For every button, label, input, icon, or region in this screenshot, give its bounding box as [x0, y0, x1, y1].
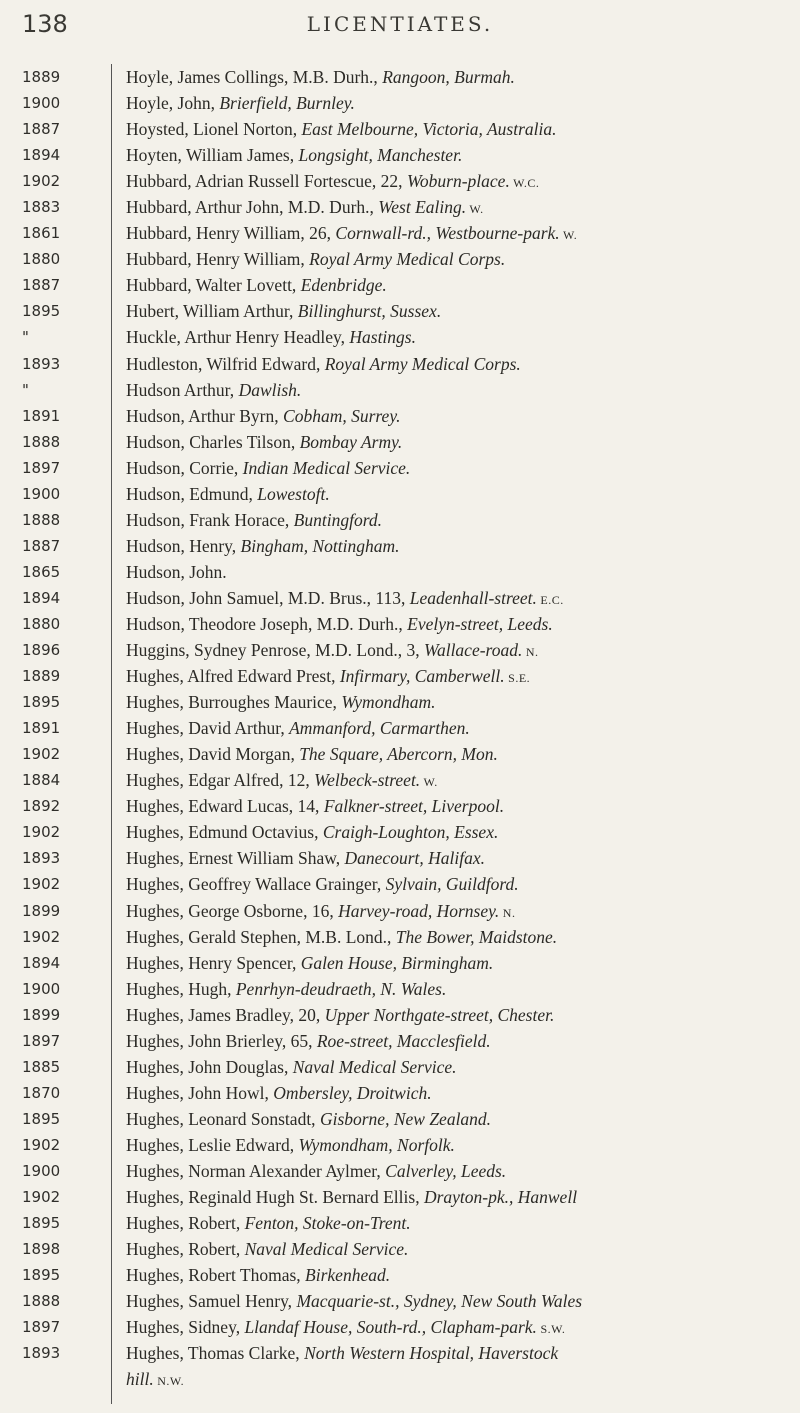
entry-postal-district: W. — [559, 228, 578, 243]
entry-address: Infirmary, Camberwell. — [339, 666, 505, 687]
entry-year: 1893 — [22, 1344, 61, 1363]
entry-year: 1894 — [22, 588, 61, 607]
entry-name: Hughes, John Howl, — [126, 1082, 274, 1103]
entry-address: Macquarie-st., Sydney, New South Wales — [296, 1291, 583, 1312]
entry-name: Hughes, Robert, — [126, 1239, 245, 1260]
entry-address: Evelyn-street, Leeds. — [407, 613, 553, 634]
list-item — [0, 351, 800, 377]
list-item — [0, 220, 800, 246]
entry-text — [126, 507, 382, 535]
entry-address: Naval Medical Service. — [292, 1056, 457, 1077]
entry-address: Indian Medical Service. — [242, 457, 411, 478]
list-item — [0, 793, 800, 819]
entry-text — [126, 924, 557, 952]
entry-text — [126, 611, 553, 639]
entry-address: Danecourt, Halifax. — [344, 848, 485, 869]
entry-name: Hughes, Samuel Henry, — [126, 1291, 297, 1312]
entry-address: Cornwall-rd., Westbourne-park. — [335, 223, 560, 244]
entry-name: Hudson, John. — [126, 561, 227, 582]
entry-name: Hughes, Norman Alexander Aylmer, — [126, 1160, 386, 1181]
entry-year: 1887 — [22, 120, 61, 139]
entry-name: Hughes, Hugh, — [126, 978, 236, 999]
entry-text — [126, 1158, 506, 1186]
entry-name: Hubbard, Henry William, — [126, 249, 310, 270]
entry-text — [126, 1314, 565, 1342]
entry-text — [126, 194, 484, 222]
list-item — [0, 168, 800, 194]
entry-name: Hudson, Corrie, — [126, 457, 243, 478]
entry-address: Galen House, Birmingham. — [300, 952, 494, 973]
entry-year: 1898 — [22, 1240, 61, 1259]
entry-text — [126, 64, 515, 92]
entry-address: Birkenhead. — [305, 1265, 391, 1286]
entry-name: Hudson, Edmund, — [126, 483, 258, 504]
entry-year: 1900 — [22, 484, 61, 503]
entry-name: Hoyten, William James, — [126, 145, 299, 166]
entry-text — [126, 1262, 390, 1290]
entry-address: Penrhyn-deudraeth, N. Wales. — [235, 978, 447, 999]
list-item — [0, 377, 800, 403]
entry-text — [126, 324, 416, 352]
entry-name: Hubert, William Arthur, — [126, 301, 298, 322]
list-item — [0, 64, 800, 90]
entry-address: Brierfield, Burnley. — [219, 93, 355, 114]
entry-text — [126, 298, 441, 326]
entry-text — [126, 1184, 577, 1212]
list-item — [0, 924, 800, 950]
entry-year: 1894 — [22, 953, 61, 972]
entry-year: 1888 — [22, 1292, 61, 1311]
entry-address: East Melbourne, Victoria, Australia. — [301, 119, 557, 140]
entry-text — [126, 1028, 491, 1056]
entry-name: Hughes, Robert, — [126, 1213, 245, 1234]
entry-text — [126, 220, 577, 248]
entry-text — [126, 116, 557, 144]
list-item — [0, 871, 800, 897]
entry-postal-district: S.W. — [536, 1322, 566, 1337]
list-item — [0, 481, 800, 507]
entry-text — [126, 533, 400, 561]
entry-year: 1889 — [22, 68, 61, 86]
list-item — [0, 845, 800, 871]
entry-text — [126, 559, 227, 587]
list-item — [0, 819, 800, 845]
entry-year: 1895 — [22, 1214, 61, 1233]
entry-year: 1884 — [22, 771, 61, 790]
entry-text — [126, 142, 462, 170]
entry-text — [126, 767, 438, 795]
entry-name: Hughes, Burroughes Maurice, — [126, 692, 342, 713]
entry-year: 1902 — [22, 1135, 61, 1154]
list-item — [0, 611, 800, 637]
entry-name: Hoyle, John, — [126, 93, 220, 114]
entry-year: 1888 — [22, 432, 61, 451]
entry-address: Naval Medical Service. — [244, 1239, 409, 1260]
entry-year: 1891 — [22, 719, 61, 738]
entry-year: 1865 — [22, 562, 61, 581]
list-item — [0, 1106, 800, 1132]
entry-name: Hughes, Alfred Edward Prest, — [126, 666, 340, 687]
entry-name: Hughes, David Arthur, — [126, 718, 290, 739]
entry-year: 1880 — [22, 614, 61, 633]
entry-address: hill. — [126, 1369, 154, 1390]
entry-text — [126, 429, 402, 457]
entry-text — [126, 1132, 455, 1160]
entry-year: 1892 — [22, 797, 61, 816]
entry-year: 1895 — [22, 1266, 61, 1285]
list-item — [0, 90, 800, 116]
entry-year: 1902 — [22, 745, 61, 764]
entry-year: 1896 — [22, 641, 61, 660]
entry-year: 1900 — [22, 979, 61, 998]
entry-text — [126, 351, 521, 379]
entry-address: Llandaf House, South-rd., Clapham-park. — [244, 1317, 537, 1338]
list-item — [0, 1184, 800, 1210]
entry-year: 1870 — [22, 1083, 61, 1102]
entry-address: Buntingford. — [293, 509, 382, 530]
entry-year: 1899 — [22, 1005, 61, 1024]
list-item — [0, 246, 800, 272]
entry-year: 1895 — [22, 693, 61, 712]
entry-text — [126, 793, 504, 821]
entry-year: 1880 — [22, 250, 61, 269]
list-item — [0, 898, 800, 924]
list-item — [0, 298, 800, 324]
list-item — [0, 689, 800, 715]
entry-address: Calverley, Leeds. — [385, 1160, 507, 1181]
entry-address: Bombay Army. — [299, 431, 403, 452]
entry-name: Hudson, Arthur Byrn, — [126, 405, 284, 426]
entry-text — [126, 819, 498, 847]
entry-name: Hughes, Ernest William Shaw, — [126, 848, 345, 869]
entry-text — [126, 741, 498, 769]
entry-year: 1893 — [22, 354, 61, 373]
entry-text — [126, 90, 355, 118]
entry-year: 1902 — [22, 172, 61, 191]
entry-text — [126, 1106, 491, 1134]
entry-text — [126, 272, 387, 300]
entry-address: Drayton-pk., Hanwell — [423, 1187, 578, 1208]
list-item — [0, 663, 800, 689]
entry-text — [126, 403, 401, 431]
entry-address: Edenbridge. — [300, 275, 387, 296]
entry-name: Hughes, John Brierley, 65, — [126, 1030, 317, 1051]
list-item — [0, 637, 800, 663]
list-item — [0, 1288, 800, 1314]
entry-address: Fenton, Stoke-on-Trent. — [244, 1213, 411, 1234]
entry-year: 1885 — [22, 1057, 61, 1076]
entry-address: Billinghurst, Sussex. — [297, 301, 442, 322]
entry-address: Craigh-Loughton, Essex. — [322, 822, 499, 843]
list-item — [0, 429, 800, 455]
entry-postal-district: W.C. — [509, 176, 540, 191]
entry-year: 1900 — [22, 1161, 61, 1180]
entry-address: The Bower, Maidstone. — [395, 926, 558, 947]
list-item — [0, 533, 800, 559]
entry-year: 1899 — [22, 901, 61, 920]
list-item — [0, 1314, 800, 1340]
entry-name: Hughes, David Morgan, — [126, 744, 300, 765]
entry-address: Dawlish. — [238, 379, 302, 400]
entry-text — [126, 1366, 184, 1394]
entry-year: 1900 — [22, 94, 61, 113]
entry-name: Hubbard, Henry William, 26, — [126, 223, 336, 244]
entry-year: 1888 — [22, 510, 61, 529]
entry-name: Hughes, Edgar Alfred, 12, — [126, 770, 315, 791]
entry-address: North Western Hospital, Haverstock — [304, 1343, 559, 1364]
entry-address: Wymondham, Norfolk. — [298, 1134, 455, 1155]
list-item — [0, 1158, 800, 1184]
entry-address: The Square, Abercorn, Mon. — [299, 744, 498, 765]
entry-text — [126, 585, 564, 613]
entry-name: Hudson, Charles Tilson, — [126, 431, 300, 452]
list-item — [0, 324, 800, 350]
list-item — [0, 1340, 800, 1366]
list-item — [0, 1132, 800, 1158]
entry-name: Hoysted, Lionel Norton, — [126, 119, 302, 140]
entry-name: Hudleston, Wilfrid Edward, — [126, 353, 325, 374]
entry-address: Rangoon, Burmah. — [382, 67, 515, 87]
entry-address: Royal Army Medical Corps. — [324, 353, 521, 374]
entry-text — [126, 1236, 408, 1264]
entry-name: Hughes, Sidney, — [126, 1317, 245, 1338]
entry-name: Hughes, George Osborne, 16, — [126, 900, 339, 921]
entry-year: 1902 — [22, 875, 61, 894]
entry-text — [126, 715, 470, 743]
list-item — [0, 1028, 800, 1054]
entry-year: 1897 — [22, 1031, 61, 1050]
entry-address: Gisborne, New Zealand. — [319, 1108, 492, 1129]
entry-postal-district: W. — [466, 202, 484, 217]
list-item — [0, 142, 800, 168]
list-item — [0, 194, 800, 220]
entry-name: Hudson Arthur, — [126, 379, 239, 400]
list-item — [0, 976, 800, 1002]
entry-year: 1893 — [22, 849, 61, 868]
entry-name: Hoyle, James Collings, M.B. Durh., — [126, 67, 383, 87]
entry-address: Welbeck-street. — [314, 770, 421, 791]
entry-text — [126, 871, 519, 899]
entry-name: Hughes, Robert Thomas, — [126, 1265, 306, 1286]
list-item — [0, 741, 800, 767]
entry-year: 1889 — [22, 667, 61, 686]
entry-year: 1887 — [22, 536, 61, 555]
entry-postal-district: S.E. — [504, 671, 531, 686]
list-item — [0, 585, 800, 611]
entry-address: Roe-street, Macclesfield. — [316, 1030, 491, 1051]
entry-name: Hughes, Leslie Edward, — [126, 1134, 299, 1155]
entry-postal-district: N. — [499, 905, 516, 920]
entry-text — [126, 455, 410, 483]
entry-text — [126, 1288, 582, 1316]
entry-text — [126, 481, 330, 509]
entry-address: Hastings. — [349, 327, 416, 348]
entry-year: 1897 — [22, 458, 61, 477]
entry-name: Hughes, Gerald Stephen, M.B. Lond., — [126, 926, 396, 947]
list-item — [0, 1236, 800, 1262]
running-title: LICENTIATES. — [306, 12, 494, 36]
entry-name: Hubbard, Adrian Russell Fortescue, 22, — [126, 171, 407, 192]
entry-text — [126, 1054, 457, 1082]
entry-address: Harvey-road, Hornsey. — [338, 900, 500, 921]
entry-name: Hughes, Henry Spencer, — [126, 952, 301, 973]
entry-text — [126, 1002, 554, 1030]
entry-name: Hudson, Theodore Joseph, M.D. Durh., — [126, 613, 408, 634]
entry-year: 1897 — [22, 1318, 61, 1337]
entry-list — [0, 64, 800, 1392]
page-header — [0, 0, 800, 70]
entry-name: Hughes, Thomas Clarke, — [126, 1343, 305, 1364]
entry-year: 1883 — [22, 198, 61, 217]
list-item — [0, 1002, 800, 1028]
entry-name: Hudson, John Samuel, M.D. Brus., 113, — [126, 587, 410, 608]
entry-address: Ombersley, Droitwich. — [273, 1082, 432, 1103]
entry-text — [126, 1080, 432, 1108]
entry-year: 1894 — [22, 146, 61, 165]
entry-year: 1895 — [22, 1109, 61, 1128]
page-number: 138 — [22, 10, 68, 38]
entry-address: Wymondham. — [341, 692, 436, 713]
entry-year: 1902 — [22, 823, 61, 842]
entry-text — [126, 845, 485, 873]
entry-address: West Ealing. — [378, 197, 467, 218]
entry-name: Hughes, Edward Lucas, 14, — [126, 796, 324, 817]
entry-name: Hughes, Leonard Sonstadt, — [126, 1108, 320, 1129]
list-item — [0, 507, 800, 533]
list-item — [0, 1262, 800, 1288]
entry-text — [126, 950, 493, 978]
entry-text — [126, 689, 435, 717]
entry-year: 1902 — [22, 1188, 61, 1207]
entry-year: 1902 — [22, 927, 61, 946]
list-item — [0, 715, 800, 741]
entry-postal-district: N.W. — [153, 1374, 185, 1389]
entry-text — [126, 1210, 411, 1238]
entry-name: Hubbard, Arthur John, M.D. Durh., — [126, 197, 379, 218]
entry-address: Longsight, Manchester. — [298, 145, 463, 166]
entry-postal-district: E.C. — [536, 592, 564, 607]
list-item — [0, 950, 800, 976]
list-item — [0, 272, 800, 298]
entry-address: Bingham, Nottingham. — [240, 535, 400, 556]
list-item — [0, 1054, 800, 1080]
entry-text — [126, 663, 530, 691]
entry-name: Huggins, Sydney Penrose, M.D. Lond., 3, — [126, 640, 424, 661]
entry-year: 1895 — [22, 302, 61, 321]
entry-name: Hughes, Edmund Octavius, — [126, 822, 323, 843]
entry-text — [126, 1340, 558, 1368]
entry-name: Hughes, Geoffrey Wallace Grainger, — [126, 874, 386, 895]
entry-name: Hughes, Reginald Hugh St. Bernard Ellis, — [126, 1187, 424, 1208]
entry-text — [126, 976, 446, 1004]
entry-address: Ammanford, Carmarthen. — [289, 718, 470, 739]
entry-year: 1861 — [22, 224, 61, 243]
entry-address: Cobham, Surrey. — [283, 405, 401, 426]
list-item — [0, 1080, 800, 1106]
list-item — [0, 116, 800, 142]
entry-year: 1887 — [22, 276, 61, 295]
list-item — [0, 1366, 800, 1392]
entry-postal-district: W. — [420, 775, 438, 790]
list-item — [0, 559, 800, 585]
entry-address: Upper Northgate-street, Chester. — [324, 1004, 555, 1025]
entry-postal-district: N. — [522, 645, 539, 660]
list-item — [0, 767, 800, 793]
entry-text — [126, 377, 301, 405]
entry-address: Sylvain, Guildford. — [385, 874, 519, 895]
entry-name: Hudson, Henry, — [126, 535, 241, 556]
entry-year: 1891 — [22, 406, 61, 425]
entry-name: Huckle, Arthur Henry Headley, — [126, 327, 350, 348]
entry-text — [126, 168, 539, 196]
list-item — [0, 403, 800, 429]
entry-name: Hughes, James Bradley, 20, — [126, 1004, 325, 1025]
entry-text — [126, 898, 515, 926]
entry-address: Wallace-road. — [423, 640, 523, 661]
entry-text — [126, 246, 505, 274]
entry-address: Leadenhall-street. — [409, 587, 537, 608]
entry-text — [126, 637, 539, 665]
entry-name: Hughes, John Douglas, — [126, 1056, 293, 1077]
entry-name: Hubbard, Walter Lovett, — [126, 275, 301, 296]
entry-year: " — [22, 380, 29, 399]
entry-address: Falkner-street, Liverpool. — [323, 796, 505, 817]
entry-year: " — [22, 328, 29, 347]
entry-address: Woburn-place. — [406, 171, 510, 192]
entry-address: Lowestoft. — [257, 483, 330, 504]
entry-address: Royal Army Medical Corps. — [309, 249, 506, 270]
list-item — [0, 455, 800, 481]
list-item — [0, 1210, 800, 1236]
entry-name: Hudson, Frank Horace, — [126, 509, 294, 530]
